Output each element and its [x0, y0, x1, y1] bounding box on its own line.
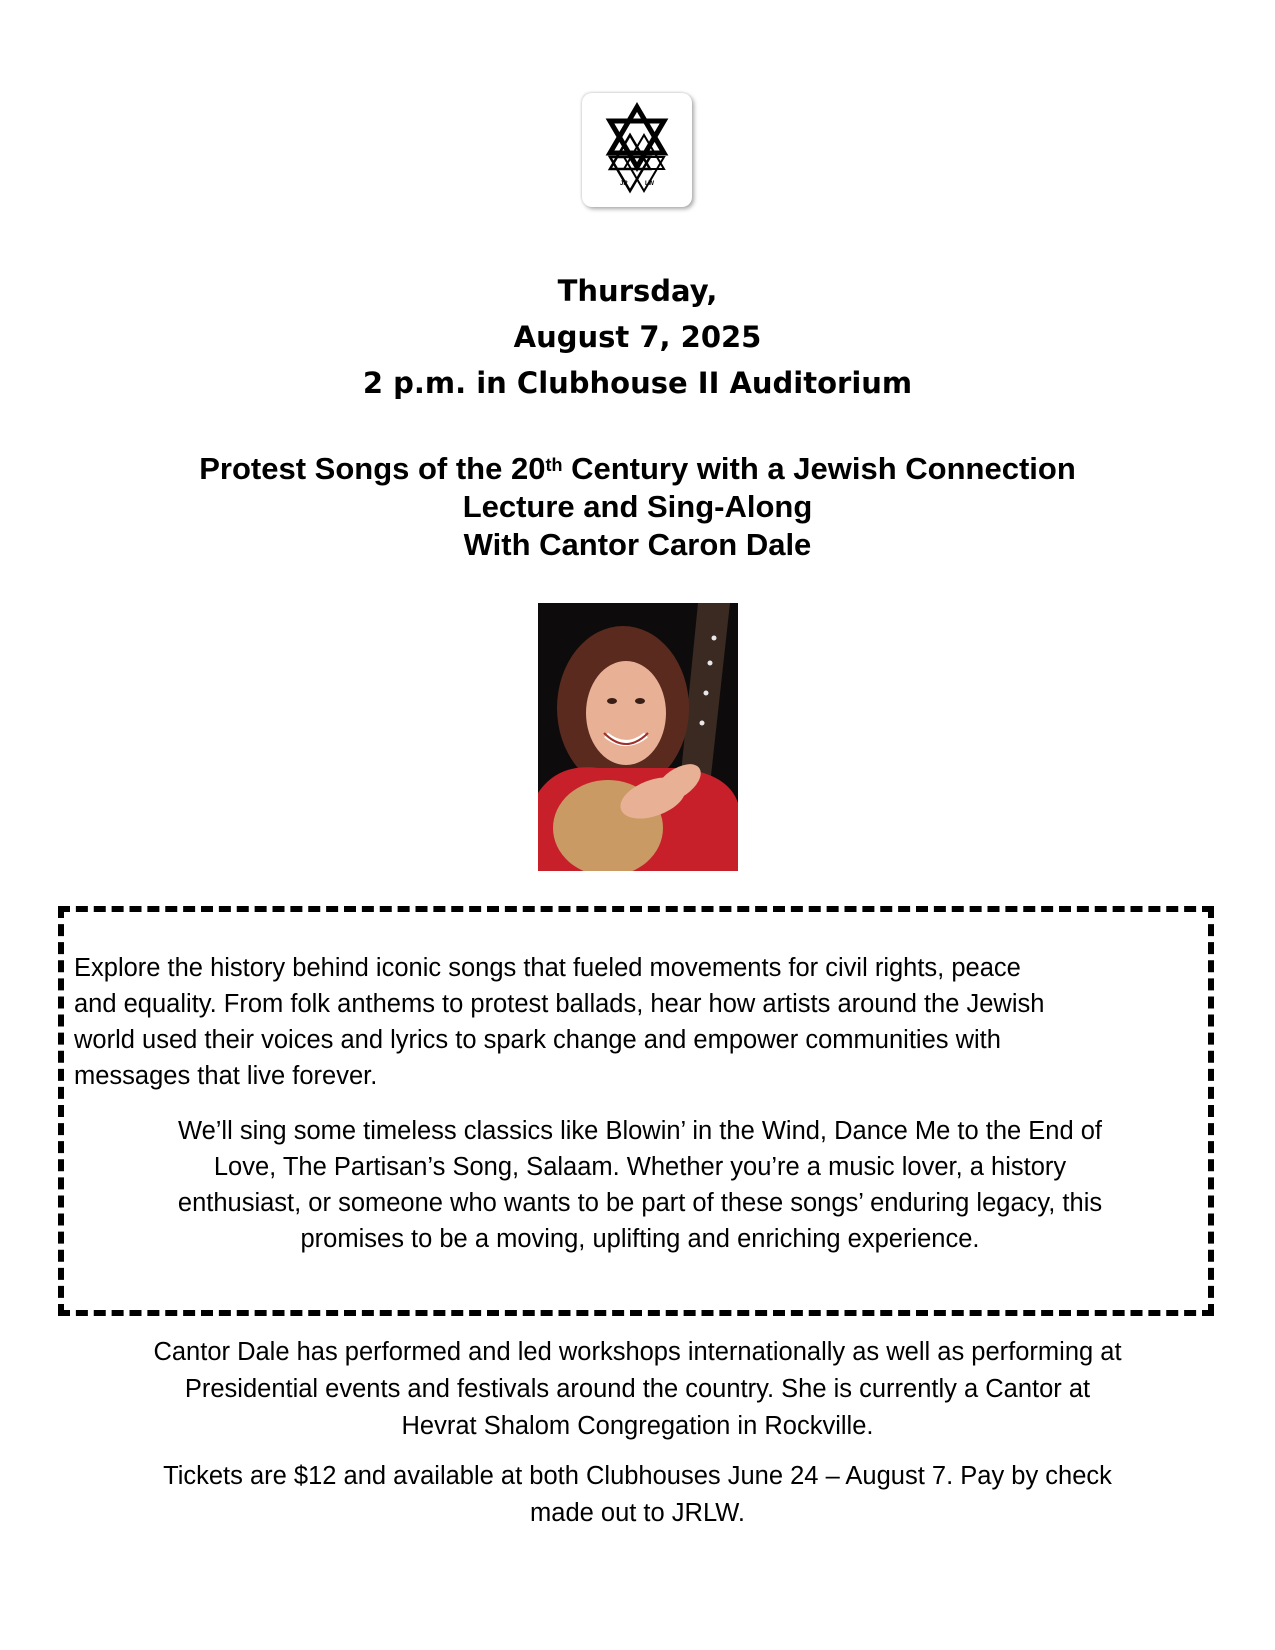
para1-line: and equality. From folk anthems to protest ballads, hear how artists around the Jewish: [74, 990, 1045, 1018]
para2-line: We’ll sing some timeless classics like Blowin’ in the Wind, Dance Me to the End of: [177, 1117, 1103, 1145]
bio-line: Presidential events and festivals around the country. She is currently a Cantor at: [184, 1375, 1091, 1403]
para2-line: Love, The Partisan’s Song, Salaam. Whether you’re a music lover, a history: [213, 1153, 1067, 1181]
portrait-photo-icon: [538, 603, 738, 871]
logo-left-text: JR: [620, 181, 628, 187]
title-line-2: Lecture and Sing-Along: [462, 489, 813, 524]
tickets-line: made out to JRLW.: [530, 1499, 745, 1527]
bio-line: Cantor Dale has performed and led workshops internationally as well as performing at: [153, 1338, 1122, 1366]
title-line-1: [0, 450, 1275, 488]
title-line-3: With Cantor Caron Dale: [463, 527, 812, 562]
para1-line: world used their voices and lyrics to spark change and empower communities with: [74, 1026, 1001, 1054]
para1-line: messages that live forever.: [74, 1062, 378, 1090]
event-time-place: 2 p.m. in Clubhouse II Auditorium: [362, 366, 913, 400]
star-of-david-logo-icon: [582, 93, 692, 207]
para2-line: promises to be a moving, uplifting and enriching experience.: [300, 1225, 980, 1253]
tickets-paragraph: [40, 1458, 1235, 1532]
event-day: Thursday,: [557, 274, 718, 308]
title-line-1-sup: th: [545, 455, 563, 475]
title-line-1-post: Century with a Jewish Connection: [562, 451, 1076, 486]
title-line-1-pre: Protest Songs of the 20: [199, 451, 546, 486]
para2-line: enthusiast, or someone who wants to be part of these songs’ enduring legacy, this: [177, 1189, 1103, 1217]
logo-right-text: LW: [645, 181, 654, 187]
para1-line: Explore the history behind iconic songs that fueled movements for civil rights, peace: [74, 954, 1021, 982]
tickets-line: Tickets are $12 and available at both Clubhouses June 24 – August 7. Pay by check: [163, 1462, 1112, 1490]
event-date: August 7, 2025: [513, 320, 762, 354]
event-datetime: [0, 268, 1275, 406]
event-title: [0, 450, 1275, 564]
jrlw-logo: [582, 93, 692, 207]
description-paragraph-1: [74, 950, 1204, 1094]
bio-paragraph: [40, 1334, 1235, 1445]
description-paragraph-2: [80, 1113, 1200, 1257]
bio-line: Hevrat Shalom Congregation in Rockville.: [401, 1412, 874, 1440]
